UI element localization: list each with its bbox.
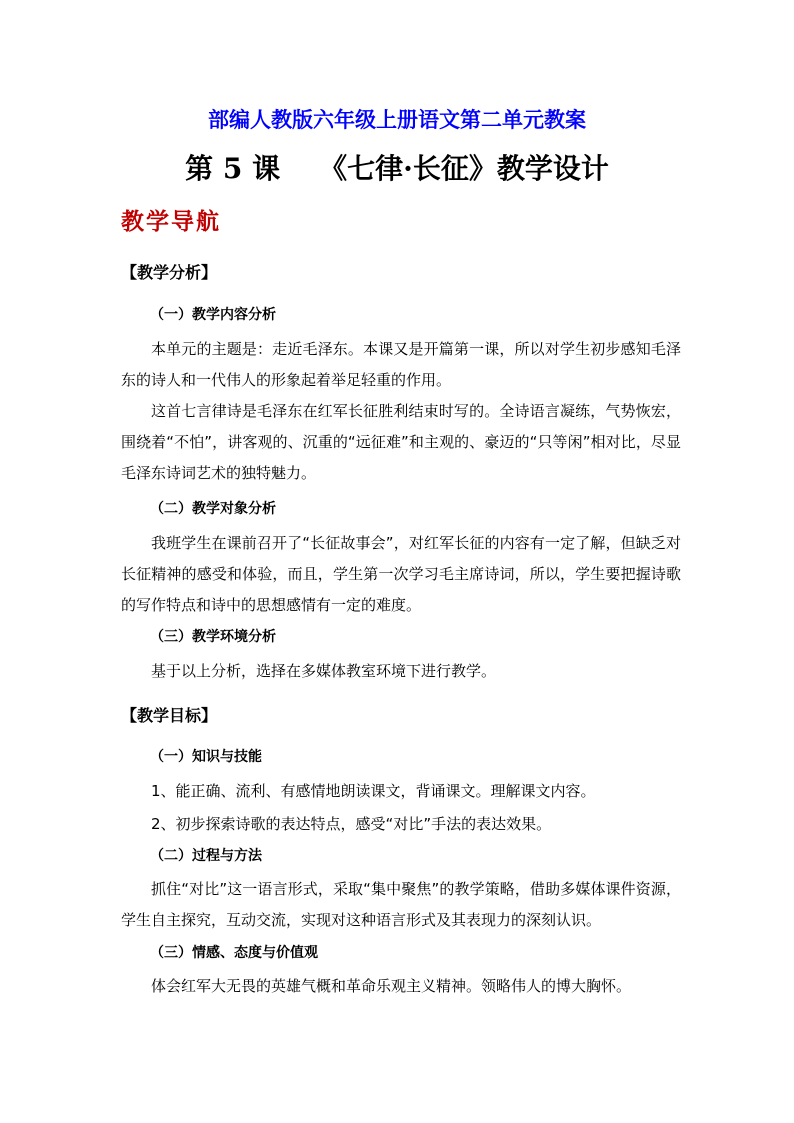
teaching-goals-heading: 【教学目标】	[121, 706, 218, 725]
environment-analysis-heading: （三）教学环境分析	[150, 629, 276, 645]
series-title: 部编人教版六年级上册语文第二单元教案	[208, 108, 586, 132]
process-methods-heading: （二）过程与方法	[150, 848, 262, 864]
knowledge-item-1: 1、能正确、流利、有感情地朗读课文，背诵课文。理解课文内容。	[151, 782, 596, 800]
values-paragraph: 体会红军大无畏的英雄气概和革命乐观主义精神。领略伟人的博大胸怀。	[151, 977, 632, 995]
environment-analysis-paragraph: 基于以上分析，选择在多媒体教室环境下进行教学。	[151, 662, 497, 680]
content-analysis-paragraph-2: 这首七言律诗是毛泽东在红军长征胜利结束时写的。全诗语言凝练，气势恢宏，围绕着“不怕”，讲客观的、沉重的“远征难”和主观的、豪迈的“只等闲”相对比，尽显毛泽东诗词艺术的独特魅力。	[121, 402, 681, 482]
knowledge-item-2: 2、初步探索诗歌的表达特点，感受“对比”手法的表达效果。	[151, 815, 552, 833]
process-methods-paragraph: 抓住“对比”这一语言形式，采取“集中聚焦”的教学策略，借助多媒体课件资源，学生自主探究，互动交流，实现对这种语言形式及其表现力的深刻认识。	[121, 880, 681, 929]
lesson-title: 第 5 课 《七律·长征》教学设计	[185, 152, 609, 185]
content-analysis-heading: （一）教学内容分析	[150, 307, 276, 323]
knowledge-skills-heading: （一）知识与技能	[150, 749, 262, 765]
audience-analysis-heading: （二）教学对象分析	[150, 501, 276, 517]
audience-analysis-paragraph: 我班学生在课前召开了“长征故事会”，对红军长征的内容有一定了解，但缺乏对长征精神的感受和体验，而且，学生第一次学习毛主席诗词，所以，学生要把握诗歌的写作特点和诗中的思想感情有一定的难度。	[121, 534, 681, 614]
values-heading: （三）情感、态度与价值观	[150, 945, 318, 961]
teaching-navigation-title: 教学导航	[121, 208, 221, 235]
content-analysis-paragraph-1: 本单元的主题是：走近毛泽东。本课又是开篇第一课，所以对学生初步感知毛泽东的诗人和一代伟人的形象起着举足轻重的作用。	[121, 340, 681, 389]
teaching-analysis-heading: 【教学分析】	[121, 263, 218, 282]
